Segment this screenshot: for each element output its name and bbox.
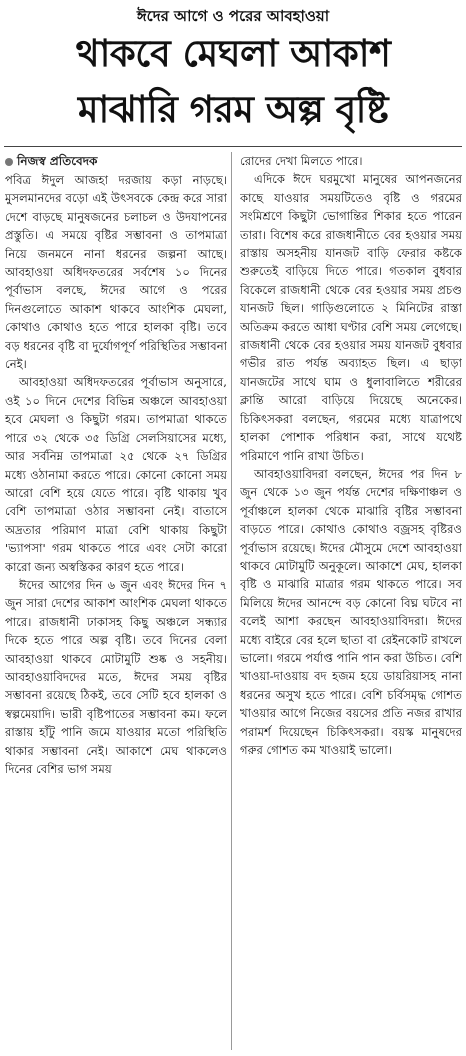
headline-divider bbox=[4, 146, 462, 147]
paragraph: রোদের দেখা মিলতে পারে। bbox=[240, 154, 363, 168]
article-column-right bbox=[240, 152, 462, 1052]
byline bbox=[5, 152, 227, 170]
paragraph: আবহাওয়া অধিদফতরের পূর্বাভাস অনুসারে, ওই ১০ দিনে দেশের বিভিন্ন অঞ্চলে আবহাওয়া হবে মেঘলা ও কিছুটা গরম। তাপমাত্রা থাকতে পারে ৩২ থেকে ৩৫ ডিগ্রি সেলসিয়াসের মধ্যে, আর সর্বনিম্ন তাপমাত্রা ২৫ থেকে ২৭ ডিগ্রির মধ্যে ওঠানামা করতে পারে। কোনো কোনো সময় আরো বেশি হয়ে যেতে পারে। বৃষ্টি থাকায় খুব বেশি তাপমাত্রা ওঠার সম্ভাবনা নেই। বাতাসে অদ্রতার পরিমাণ মাত্রা বেশি থাকায় কিছুটা 'ভ্যাপসা' গরম থাকতে পারে এবং সেটা কারো কারো জন্য অস্বস্তিকর কারণ হতে পারে। bbox=[5, 375, 227, 574]
column-divider bbox=[231, 152, 232, 1050]
paragraph: আবহাওয়াবিদরা বলছেন, ঈদের পর দিন ৮ জুন থেকে ১৩ জুন পর্যন্ত দেশের দক্ষিণাঞ্চল ও পূর্বাঞ্চলে হালকা থেকে মাঝারি বৃষ্টির সম্ভাবনা বাড়তে পারে। কোথাও কোথাও বজ্রসহ বৃষ্টিরও পূর্বাভাস রয়েছে। ঈদের মৌসুমে দেশে আবহাওয়া থাকবে মোটামুটি অনুকূলে। আকাশে মেঘ, হালকা বৃষ্টি ও মাঝারি মাত্রার গরম থাকতে পারে। সব মিলিয়ে ঈদের আনন্দে বড় কোনো বিঘ্ন ঘটবে না বলেই আশা করছেন আবহাওয়াবিদরা। ঈদের মধ্যে বাইরে বের হলে ছাতা বা রেইনকোট রাখলে ভালো। গরমে পর্যাপ্ত পানি পান করা উচিত। বেশি খাওয়া-দাওয়ায় বদ হজম হয়ে ডায়রিয়াসহ নানা ধরনের অসুখ হতে পারে। বেশি চর্বিসমৃদ্ধ গোশত খাওয়ার আগে নিজের বয়সের প্রতি নজর রাখার পরামর্শ দিয়েছেন চিকিৎসকরা। বয়স্ক মানুষদের গরুর গোশত কম খাওয়াই ভালো। bbox=[240, 466, 462, 757]
article-column-left bbox=[5, 152, 227, 1052]
paragraph: ঈদের আগের দিন ৬ জুন এবং ঈদের দিন ৭ জুন সারা দেশের আকাশ আংশিক মেঘলা থাকতে পারে। রাজধানী ঢাকাসহ কিছু অঞ্চলে সন্ধ্যার দিকে হতে পারে অল্প বৃষ্টি। তবে দিনের বেলা আবহাওয়া থাকবে মোটামুটি শুষ্ক ও সহনীয়। আবহাওয়াবিদদের মতে, ঈদের সময় বৃষ্টির সম্ভাবনা রয়েছে ঠিকই, তবে সেটি হবে হালকা ও স্বল্পমেয়াদি। ভারী বৃষ্টিপাতের সম্ভাবনা কম। ফলে রাস্তায় হাঁটু পানি জমে যাওয়ার মতো পরিস্থিতি থাকার সম্ভাবনা নেই। আকাশে মেঘ থাকলেও দিনের বেশির ভাগ সময় bbox=[5, 577, 227, 776]
article-kicker: ঈদের আগে ও পরের আবহাওয়া bbox=[136, 7, 330, 25]
paragraph: এদিকে ঈদে ঘরমুখো মানুষের আপনজনের কাছে যাওয়ার সময়টিতেও বৃষ্টি ও গরমের সংমিশ্রণে কিছুটা ভোগান্তির শিকার হতে পারেন তারা। বিশেষ করে রাজধানীতে বের হওয়ার সময় রাস্তায় অসহনীয় যানজট বাড়ি ফেরার কষ্টকে শুরুতেই বাড়িয়ে দিতে পারে। গতকাল বুধবার বিকেলে রাজধানী থেকে বের হওয়ার সময় প্রচণ্ড যানজট ছিল। গাড়িগুলোতে ২ মিনিটের রাস্তা অতিক্রম করতে আধা ঘণ্টার বেশি সময় লেগেছে। রাজধানী থেকে বের হওয়ার সময় যানজট বুধবার গভীর রাত পর্যন্ত অব্যাহত ছিল। এ ছাড়া যানজটের সাথে ঘাম ও ধুলাবালিতে শরীরের ক্লান্তি আরো বাড়িয়ে দিয়েছে অনেকের। চিকিৎসকরা বলছেন, গরমের মধ্যে যাত্রাপথে হালকা পোশাক পরিধান করা, সাথে যথেষ্ট পরিমাণে পানি রাখা উচিত। bbox=[240, 172, 462, 463]
headline-line-2: মাঝারি গরম অল্প বৃষ্টি bbox=[77, 88, 389, 131]
bullet-icon bbox=[5, 158, 13, 166]
headline-line-1: থাকবে মেঘলা আকাশ bbox=[75, 32, 391, 75]
byline-text: নিজস্ব প্রতিবেদক bbox=[17, 154, 98, 168]
paragraph: পবিত্র ঈদুল আজহা দরজায় কড়া নাড়ছে। মুসলমানদের বড়ো এই উৎসবকে কেন্দ্র করে সারা দেশে বাড়ছে মানুষজনের চলাচল ও উদযাপনের প্রস্তুতি। এ সময়ে বৃষ্টির সম্ভাবনা ও তাপমাত্রা নিয়ে জনমনে নানা ধরনের জল্পনা আছে। আবহাওয়া অধিদফতরের সর্বশেষ ১০ দিনের পূর্বাভাস বলছে, ঈদের আগে ও পরের দিনগুলোতে আকাশ থাকবে আংশিক মেঘলা, কোথাও কোথাও হতে পারে হালকা বৃষ্টি। তবে বড় ধরনের বৃষ্টি বা দুর্যোগপূর্ণ পরিস্থিতির সম্ভাবনা নেই। bbox=[5, 173, 227, 372]
